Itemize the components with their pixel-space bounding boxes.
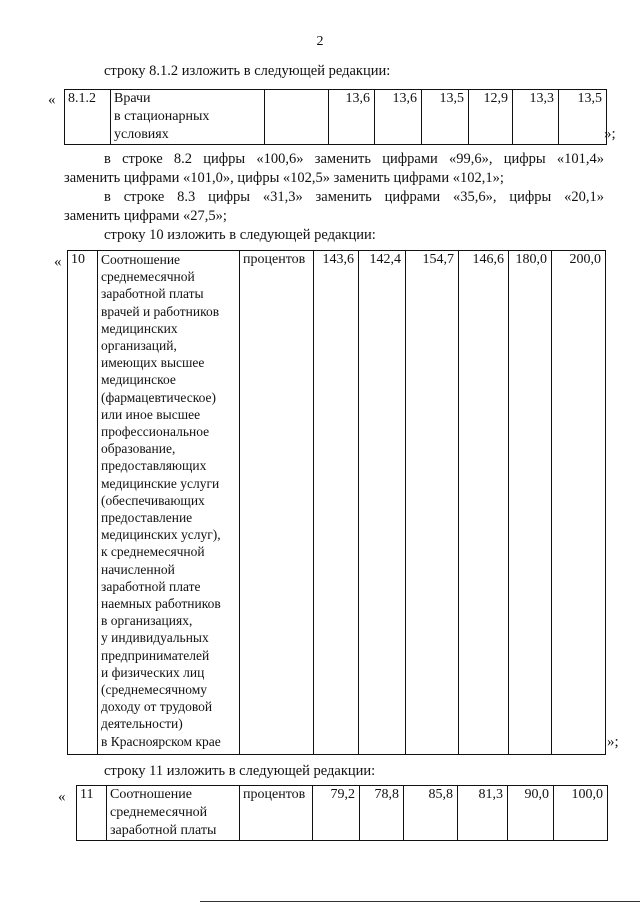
value-cell: 100,0	[554, 786, 608, 841]
row-code: 8.1.2	[65, 90, 111, 145]
instruction-row-8-3-line1: в строке 8.3 цифры «31,3» заменить цифрами «35,6», цифры «20,1»	[104, 189, 604, 205]
value-cell: 85,8	[404, 786, 458, 841]
value-cell: 154,7	[406, 251, 459, 755]
row-code: 11	[77, 786, 107, 841]
value-cell: 143,6	[314, 251, 359, 755]
value-cell: 180,0	[509, 251, 552, 755]
value-cell: 81,3	[458, 786, 508, 841]
value-cell: 142,4	[359, 251, 406, 755]
instruction-row-8-3-line2: заменить цифрами «27,5»;	[64, 208, 227, 224]
instruction-row-8-2-line1: в строке 8.2 цифры «100,6» заменить цифрами «99,6», цифры «101,4»	[104, 151, 604, 167]
row-unit: процентов	[240, 251, 314, 755]
value-cell: 146,6	[459, 251, 509, 755]
row-name: Соотношение среднемесячной заработной платы	[107, 786, 240, 841]
value-cell: 78,8	[360, 786, 404, 841]
row-8-1-2-table	[64, 89, 607, 145]
value-cell: 13,3	[513, 90, 559, 145]
row-name: Соотношение среднемесячной заработной платы врачей и работников медицинских организаций, имеющих высшее медицинское (фармацевтическое) или иное высшее профессиональное образование, предоставляющих медицинские услуги (обеспечивающих предоставление медицинских услуг), к среднемесячной начисленной заработной плате наемных работников в организациях, у индивидуальных предпринимателей и физических лиц (среднемесячному доходу от трудовой деятельности) в Красноярском крае	[98, 251, 240, 755]
row-11-table	[76, 785, 608, 841]
value-cell: 13,6	[329, 90, 375, 145]
value-cell: 13,5	[422, 90, 469, 145]
row-unit: процентов	[240, 786, 313, 841]
value-cell: 13,5	[559, 90, 607, 145]
row-unit	[265, 90, 329, 145]
open-quote: «	[48, 92, 56, 108]
instruction-row-8-2-line2: заменить цифрами «101,0», цифры «102,5» заменить цифрами «102,1»;	[64, 170, 504, 186]
close-quote: »;	[604, 126, 616, 142]
bottom-rule	[200, 901, 640, 902]
open-quote: «	[54, 254, 62, 270]
open-quote: «	[58, 789, 66, 805]
value-cell: 13,6	[375, 90, 422, 145]
value-cell: 12,9	[469, 90, 513, 145]
value-cell: 200,0	[552, 251, 606, 755]
close-quote: »;	[607, 734, 619, 750]
row-name: Врачи в стационарных условиях	[111, 90, 265, 145]
value-cell: 90,0	[508, 786, 554, 841]
row-10-table	[67, 250, 606, 755]
row-code: 10	[68, 251, 98, 755]
instruction-row-10: строку 10 изложить в следующей редакции:	[104, 227, 376, 243]
instruction-row-8-1-2: строку 8.1.2 изложить в следующей редакции:	[104, 63, 391, 79]
page-number: 2	[316, 34, 324, 49]
instruction-row-11: строку 11 изложить в следующей редакции:	[104, 763, 376, 779]
value-cell: 79,2	[313, 786, 360, 841]
